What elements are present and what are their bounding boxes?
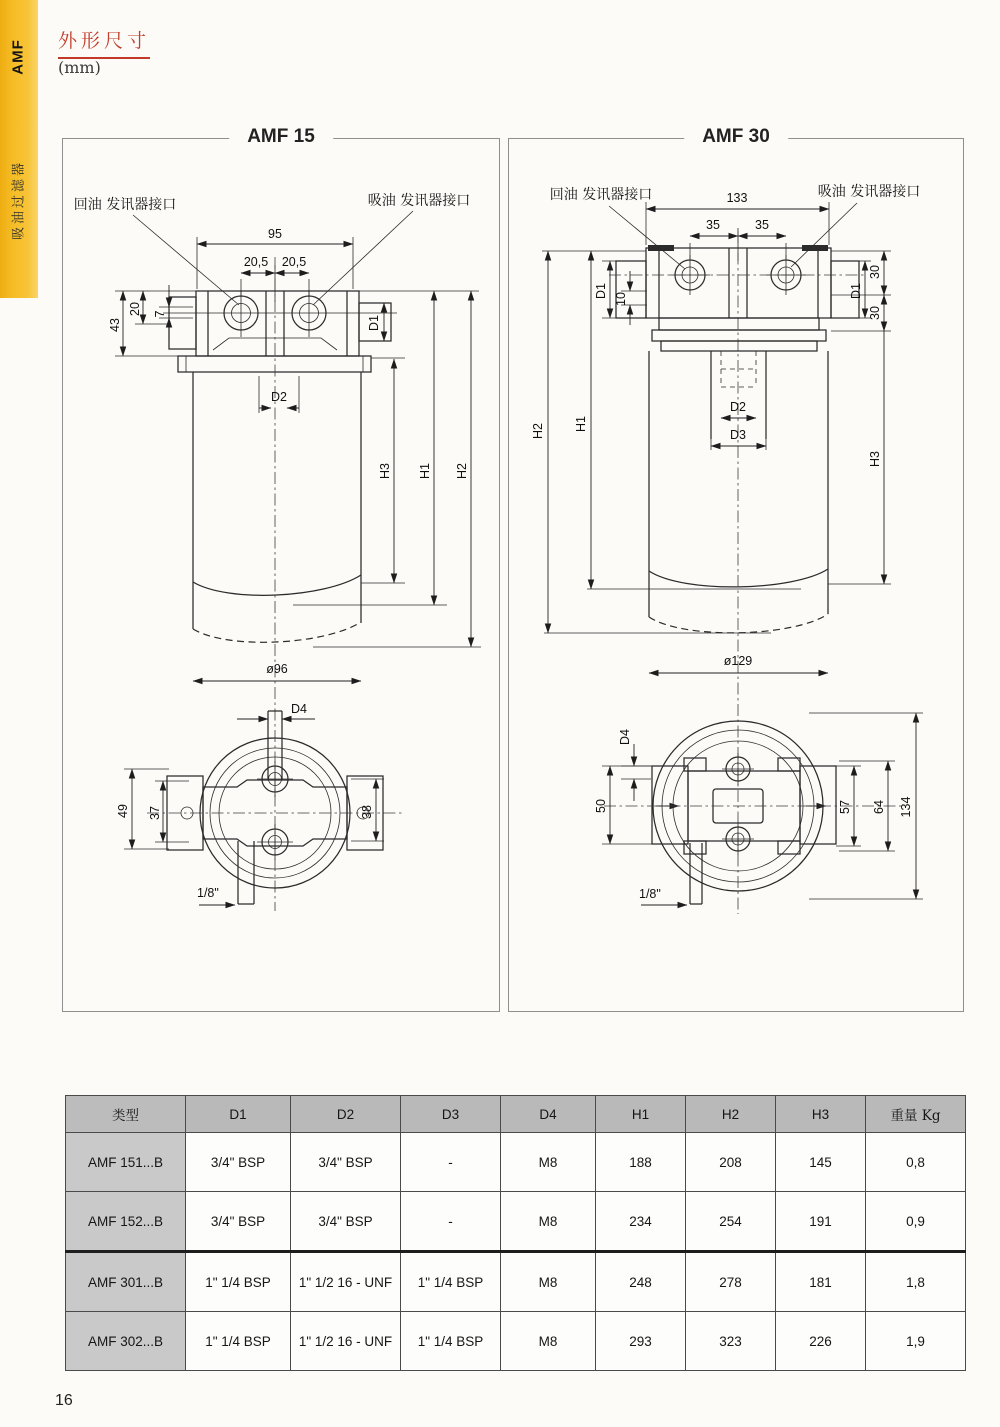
filter-category-label: 吸油过滤器 [11,159,27,241]
amf15-diameter-dim [193,662,361,681]
series-tab-label: AMF [9,39,27,75]
amf15-dim-7: 7 [153,310,167,318]
cell-model: AMF 301...B [66,1252,186,1312]
amf15-dim-20: 20 [128,302,142,316]
cell-d3: - [401,1192,501,1252]
amf30-dim-h2: H2 [531,423,545,439]
amf15-dim-205-left: 20,5 [243,255,269,269]
amf15-dim-38: 38 [360,805,374,819]
cell-d2: 3/4" BSP [291,1192,401,1252]
cell-h1: 293 [596,1312,686,1371]
cell-model: AMF 302...B [66,1312,186,1371]
cell-d3: 1" 1/4 BSP [401,1312,501,1371]
cell-h2: 254 [686,1192,776,1252]
cell-h1: 188 [596,1133,686,1192]
amf30-dim-dia129: ø129 [723,654,753,668]
cell-h1: 234 [596,1192,686,1252]
spec-table [65,1095,966,1371]
amf15-dim-d4: D4 [291,702,307,716]
cell-h2: 208 [686,1133,776,1192]
cell-model: AMF 151...B [66,1133,186,1192]
amf30-bottom-view [594,713,923,905]
amf30-drawing [509,139,963,1011]
amf15-dim-37: 37 [148,806,162,820]
cell-weight: 1,9 [866,1312,966,1371]
cell-h1: 248 [596,1252,686,1312]
amf30-suction-port-label: 吸油 发讯器接口 [817,184,921,200]
cell-h3: 181 [776,1252,866,1312]
col-header-d3: D3 [401,1096,501,1133]
amf15-drawing [63,139,499,1011]
table-row-amf301 [66,1252,966,1312]
amf15-dim-h1: H1 [418,463,432,479]
amf15-panel-title: AMF 15 [229,126,333,148]
unit-label: (mm) [58,58,101,77]
cell-d4: M8 [501,1133,596,1192]
amf30-panel-title: AMF 30 [684,126,788,148]
amf15-filter-head [163,290,397,372]
cell-h2: 323 [686,1312,776,1371]
cell-d4: M8 [501,1252,596,1312]
side-tab-strip [0,0,38,298]
amf30-dim-134: 134 [899,796,913,818]
amf15-bottom-view [116,738,403,905]
amf15-dim-h2: H2 [455,463,469,479]
amf15-d4-stud [237,702,315,780]
amf30-dim-35-right: 35 [755,218,769,232]
cell-d1: 3/4" BSP [186,1133,291,1192]
table-header-row [66,1096,966,1133]
amf30-d1-dims [594,261,871,325]
amf30-dim-d1-left: D1 [594,283,608,299]
amf15-dim-95: 95 [268,227,282,241]
amf15-dim-drain: 1/8" [197,886,219,900]
amf15-drawing-panel [62,126,500,1012]
cell-d2: 1" 1/2 16 - UNF [291,1312,401,1371]
table-row-amf152 [66,1192,966,1252]
amf15-dim-49: 49 [116,804,130,818]
amf30-dim-133: 133 [726,191,748,205]
table-row-amf302 [66,1312,966,1371]
cell-d2: 3/4" BSP [291,1133,401,1192]
amf15-d1-dim [367,303,384,341]
cell-d3: 1" 1/4 BSP [401,1252,501,1312]
amf15-return-port-label: 回油 发讯器接口 [73,197,177,213]
col-header-d1: D1 [186,1096,291,1133]
cell-weight: 0,8 [866,1133,966,1192]
amf30-dim-h1: H1 [574,416,588,432]
cell-d2: 1" 1/2 16 - UNF [291,1252,401,1312]
amf30-element-tube [711,351,766,450]
amf15-dim-d2: D2 [271,390,287,404]
amf30-return-port-label: 回油 发讯器接口 [549,187,653,203]
amf30-dim-30-bottom: 30 [868,306,882,320]
amf15-left-dims [108,285,196,356]
col-header-h1: H1 [596,1096,686,1133]
col-header-weight: 重量 Kg [866,1096,966,1133]
amf15-height-dims [293,291,481,647]
amf30-drawing-panel [508,126,964,1012]
amf30-dim-drain: 1/8" [639,887,661,901]
amf30-dim-35-left: 35 [706,218,720,232]
cell-h3: 191 [776,1192,866,1252]
cell-d3: - [401,1133,501,1192]
cell-d1: 1" 1/4 BSP [186,1252,291,1312]
amf30-dim-h3: H3 [868,451,882,467]
amf30-dim-64: 64 [872,800,886,814]
cell-d4: M8 [501,1312,596,1371]
amf15-dim-dia96: ø96 [266,662,288,676]
amf30-dim-d2: D2 [730,400,746,414]
amf30-dim-d3: D3 [730,428,746,442]
amf30-dim-d4: D4 [618,729,632,745]
amf30-dim-30-top: 30 [868,265,882,279]
cell-weight: 0,9 [866,1192,966,1252]
cell-model: AMF 152...B [66,1192,186,1252]
amf15-dim-h3: H3 [378,463,392,479]
cell-h3: 145 [776,1133,866,1192]
amf15-dim-43: 43 [108,318,122,332]
col-header-d4: D4 [501,1096,596,1133]
cell-d1: 3/4" BSP [186,1192,291,1252]
table-row-amf151 [66,1133,966,1192]
col-header-h2: H2 [686,1096,776,1133]
cell-h2: 278 [686,1252,776,1312]
amf30-dim-50: 50 [594,799,608,813]
amf15-suction-port-label: 吸油 发讯器接口 [367,193,471,209]
col-header-type: 类型 [66,1096,186,1133]
amf15-dim-d1: D1 [367,315,381,331]
amf30-dim-10: 10 [614,292,628,306]
amf15-port-callouts [74,192,470,305]
col-header-h3: H3 [776,1096,866,1133]
amf30-dim-57: 57 [838,800,852,814]
page-number: 16 [55,1392,73,1409]
amf30-bowl [649,231,828,914]
amf30-diameter-dim [649,654,828,673]
amf15-dim-205-right: 20,5 [281,255,307,269]
col-header-d2: D2 [291,1096,401,1133]
amf15-d2-dim [259,376,299,413]
cell-d4: M8 [501,1192,596,1252]
cell-weight: 1,8 [866,1252,966,1312]
page-title: 外形尺寸 [58,26,150,59]
cell-h3: 226 [776,1312,866,1371]
cell-d1: 1" 1/4 BSP [186,1312,291,1371]
amf30-dim-d1-right: D1 [849,283,863,299]
